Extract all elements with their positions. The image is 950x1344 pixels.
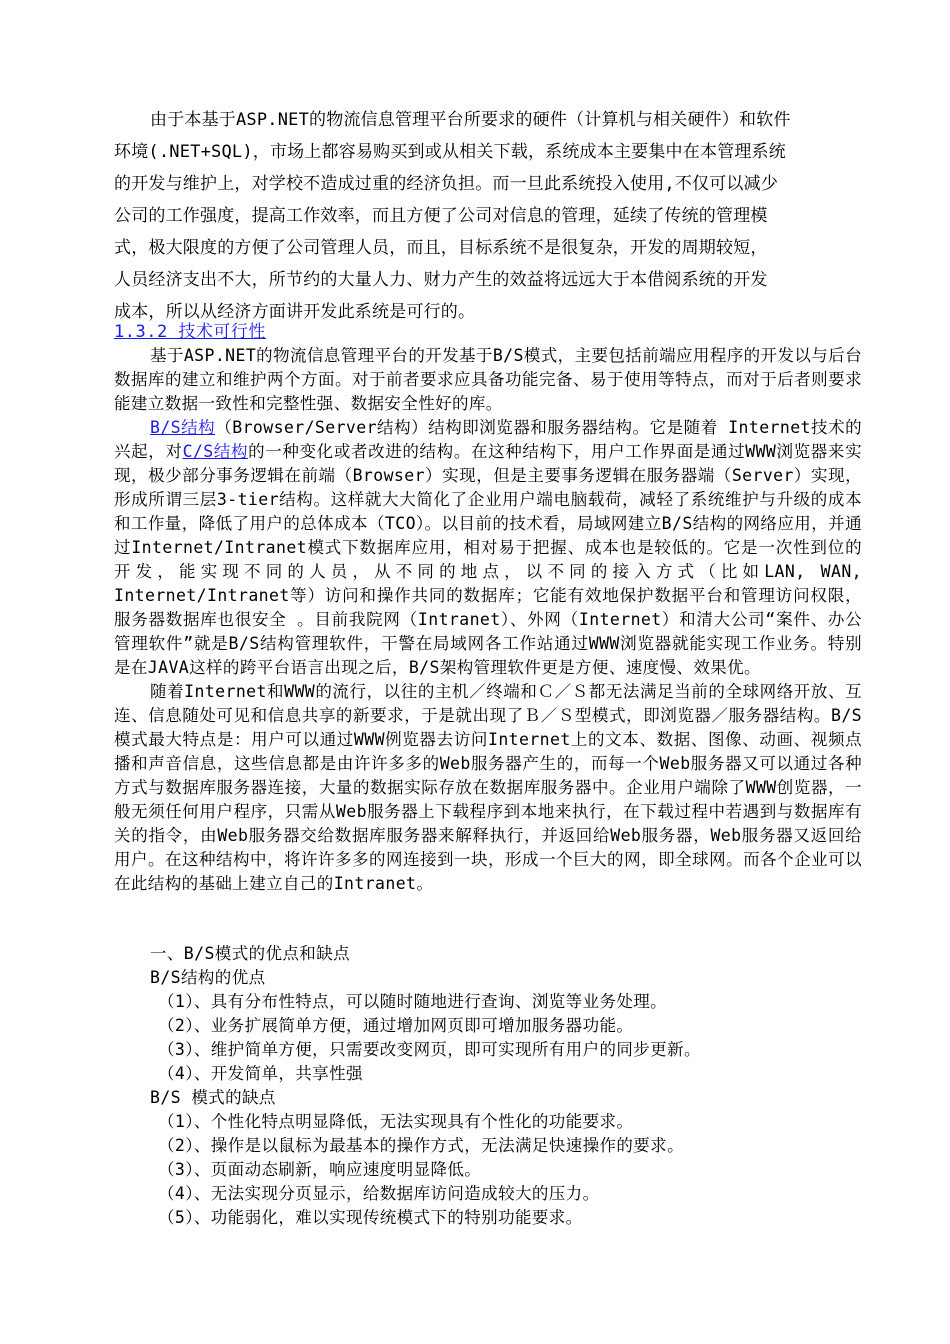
- text-line: 环境(.NET+SQL)，市场上都容易购买到或从相关下载，系统成本主要集中在本管理系统: [114, 142, 786, 162]
- bs-structure-paragraph: B/S结构（Browser/Server结构）结构即浏览器和服务器结构。它是随着 Internet技术的兴起，对C/S结构的一种变化或者改进的结构。在这种结构下，用户工作界面是通过WWW浏览器来实现，极少部分事务逻辑在前端（Browser）实现，但是主要事务逻辑在服务器端（Server）实现，形成所谓三层3-tier结构。这样就大大简化了企业用户端电脑载荷，减轻了系统维护与升级的成本和工作量，降低了用户的总体成本（TCO）。以目前的技术看，局域网建立B/S结构的网络应用，并通过Internet/Intranet模式下数据库应用，相对易于把握、成本也是较低的。它是一次性到位的开发，能实现不同的人员，从不同的地点，以不同的接入方式（比如LAN, WAN, Internet/Intranet等）访问和操作共同的数据库；它能有效地保护数据平台和管理访问权限，服务器数据库也很安全 。目前我院网（Intranet）、外网（Internet）和清大公司“案件、办公管理软件”就是B/S结构管理软件，干警在局域网各工作站通过WWW浏览器就能实现工作业务。特别是在JAVA这样的跨平台语言出现之后，B/S架构管理软件更是方便、速度慢、效果优。: [114, 418, 862, 677]
- list-item: （2）、业务扩展简单方便，通过增加网页即可增加服务器功能。: [158, 1016, 634, 1035]
- disadvantages-title: B/S 模式的缺点: [150, 1088, 276, 1107]
- text-line: 公司的工作强度，提高工作效率，而且方便了公司对信息的管理，延续了传统的管理模: [114, 206, 768, 226]
- economic-feasibility-paragraph: [114, 104, 862, 328]
- list-item: （1）、具有分布性特点，可以随时随地进行查询、浏览等业务处理。: [158, 992, 668, 1011]
- www-paragraph: 随着Internet和WWW的流行，以往的主机／终端和Ｃ／Ｓ都无法满足当前的全球网络开放、互连、信息随处可见和信息共享的新要求，于是就出现了Ｂ／Ｓ型模式，即浏览器／服务器结构。B/S模式最大特点是：用户可以通过WWW例览器去访问Internet上的文本、数据、图像、动画、视频点播和声音信息，这些信息都是由许许多多的Web服务器产生的，而每一个Web服务器又可以通过各种方式与数据库服务器连接，大量的数据实际存放在数据库服务器中。企业用户端除了WWW创览器，一般无须任何用户程序，只需从Web服务器上下载程序到本地来执行，在下载过程中若遇到与数据库有关的指令，由Web服务器交给数据库服务器来解释执行，并返回给Web服务器，Web服务器又返回给用户。在这种结构中，将许许多多的网连接到一块，形成一个巨大的网，即全球网。而各个企业可以在此结构的基础上建立自己的Intranet。: [114, 682, 862, 893]
- section-heading-link[interactable]: 1.3.2 技术可行性: [114, 322, 266, 342]
- section-subheading: 一、B/S模式的优点和缺点: [150, 944, 351, 963]
- text-line: 的开发与维护上，对学校不造成过重的经济负担。而一旦此系统投入使用,不仅可以减少: [114, 174, 779, 194]
- list-item: （3）、维护简单方便，只需要改变网页，即可实现所有用户的同步更新。: [158, 1040, 701, 1059]
- text-line: 成本，所以从经济方面讲开发此系统是可行的。: [114, 302, 476, 322]
- cs-structure-link[interactable]: C/S结构: [182, 442, 249, 461]
- bs-structure-link[interactable]: B/S结构: [150, 418, 216, 437]
- advantages-title: B/S结构的优点: [150, 968, 266, 987]
- list-item: （3）、页面动态刷新，响应速度明显降低。: [158, 1160, 482, 1179]
- technical-feasibility-body: [114, 344, 862, 896]
- list-item: （5）、功能弱化，难以实现传统模式下的特别功能要求。: [158, 1208, 583, 1227]
- list-item: （2）、操作是以鼠标为最基本的操作方式，无法满足快速操作的要求。: [158, 1136, 684, 1155]
- text-line: 由于本基于ASP.NET的物流信息管理平台所要求的硬件（计算机与相关硬件）和软件: [150, 110, 791, 130]
- tech-intro-paragraph: 基于ASP.NET的物流信息管理平台的开发基于B/S模式，主要包括前端应用程序的开发以与后台数据库的建立和维护两个方面。对于前者要求应具备功能完备、易于使用等特点，而对于后者则要求能建立数据一致性和完整性强、数据安全性好的库。: [114, 346, 862, 413]
- text-line: 式，极大限度的方便了公司管理人员，而且，目标系统不是很复杂，开发的周期较短，: [114, 238, 768, 258]
- pros-cons-section: [114, 942, 862, 1230]
- list-item: （4）、开发简单，共享性强: [158, 1064, 363, 1083]
- list-item: （1）、个性化特点明显降低，无法实现具有个性化的功能要求。: [158, 1112, 634, 1131]
- text-line: 人员经济支出不大，所节约的大量人力、财力产生的效益将远远大于本借阅系统的开发: [114, 270, 768, 290]
- list-item: （4）、无法实现分页显示，给数据库访问造成较大的压力。: [158, 1184, 600, 1203]
